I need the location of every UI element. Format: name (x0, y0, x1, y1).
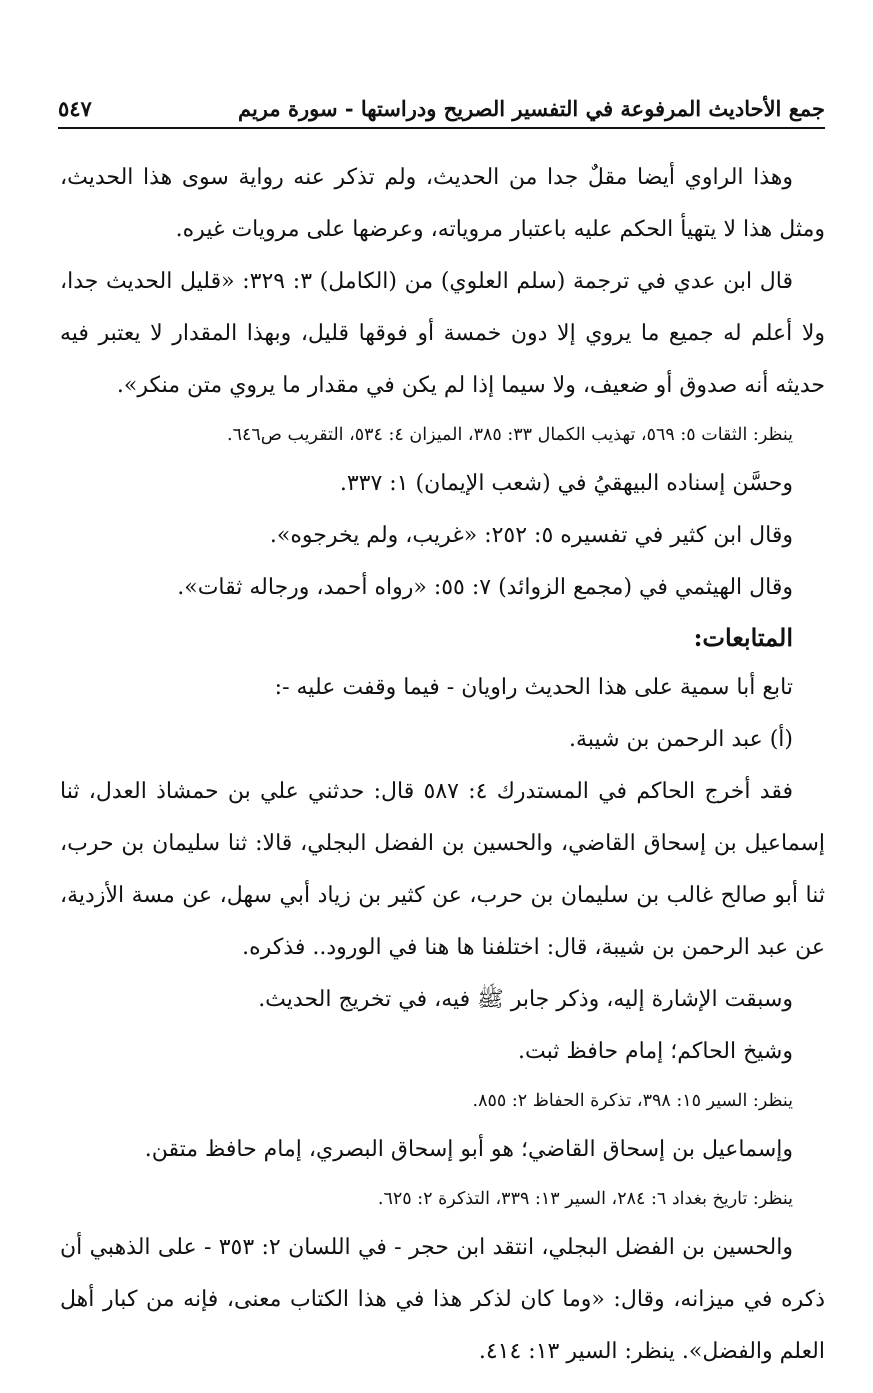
page-header (58, 96, 825, 129)
section-heading: المتابعات: (693, 623, 793, 652)
body-paragraph: وشيخ الحاكم؛ إمام حافظ ثبت. (518, 1039, 793, 1064)
body-paragraph: (أ) عبد الرحمن بن شيبة. (569, 727, 793, 752)
body-paragraph: وقال الهيثمي في (مجمع الزوائد) ٧: ٥٥: «رواه أحمد، ورجاله ثقات». (177, 575, 793, 600)
body-paragraph: فقد أخرج الحاكم في المستدرك ٤: ٥٨٧ قال: حدثني علي بن حمشاذ العدل، ثنا إسماعيل بن إسحاق القاضي، والحسين بن الفضل البجلي، قالا: ثنا سليمان بن حرب، ثنا أبو صالح غالب بن سليمان بن حرب، عن كثير بن زياد أبي سهل، عن مسة الأزدية، عن عبد الرحمن بن شيبة، قال: اختلفنا ها هنا في الورود.. فذكره. (60, 779, 825, 960)
body-paragraph: وهذا الراوي أيضا مقلٌ جدا من الحديث، ولم تذكر عنه رواية سوى هذا الحديث، ومثل هذا لا يتهيأ الحكم عليه باعتبار مروياته، وعرضها على مرويات غيره. (60, 165, 825, 242)
running-title: جمع الأحاديث المرفوعة في التفسير الصريح ودراستها - سورة مريم (237, 96, 825, 121)
reference-note: ينظر: السير ١٥: ٣٩٨، تذكرة الحفاظ ٢: ٨٥٥. (472, 1091, 793, 1111)
body-paragraph: تابع أبا سمية على هذا الحديث راويان - فيما وقفت عليه -: (274, 675, 793, 700)
page-body (60, 152, 825, 1378)
reference-note: ينظر: الثقات ٥: ٥٦٩، تهذيب الكمال ٣٣: ٣٨٥، الميزان ٤: ٥٣٤، التقريب ص٦٤٦. (226, 425, 793, 445)
body-paragraph: والحسين بن الفضل البجلي، انتقد ابن حجر - في اللسان ٢: ٣٥٣ - على الذهبي أن ذكره في ميزانه، وقال: «وما كان لذكر هذا في هذا الكتاب معنى، فإنه من كبار أهل العلم والفضل». ينظر: السير ١٣: ٤١٤. (60, 1235, 825, 1364)
body-paragraph: وإسماعيل بن إسحاق القاضي؛ هو أبو إسحاق البصري، إمام حافظ متقن. (144, 1137, 793, 1162)
body-paragraph: وحسَّن إسناده البيهقيُ في (شعب الإيمان) ١: ٣٣٧. (339, 471, 793, 496)
page-number: ٥٤٧ (58, 96, 92, 121)
body-paragraph: وقال ابن كثير في تفسيره ٥: ٢٥٢: «غريب، ولم يخرجوه». (269, 523, 793, 548)
body-paragraph: قال ابن عدي في ترجمة (سلم العلوي) من (الكامل) ٣: ٣٢٩: «قليل الحديث جدا، ولا أعلم له جميع ما يروي إلا دون خمسة أو فوقها قليل، وبهذا المقدار لا يعتبر فيه حديثه أنه صدوق أو ضعيف، ولا سيما إذا لم يكن في مقدار ما يروي متن منكر». (60, 269, 825, 398)
body-paragraph: وسبقت الإشارة إليه، وذكر جابر ﷺ فيه، في تخريج الحديث. (258, 987, 793, 1012)
reference-note: ينظر: تاريخ بغداد ٦: ٢٨٤، السير ١٣: ٣٣٩، التذكرة ٢: ٦٢٥. (377, 1189, 793, 1209)
